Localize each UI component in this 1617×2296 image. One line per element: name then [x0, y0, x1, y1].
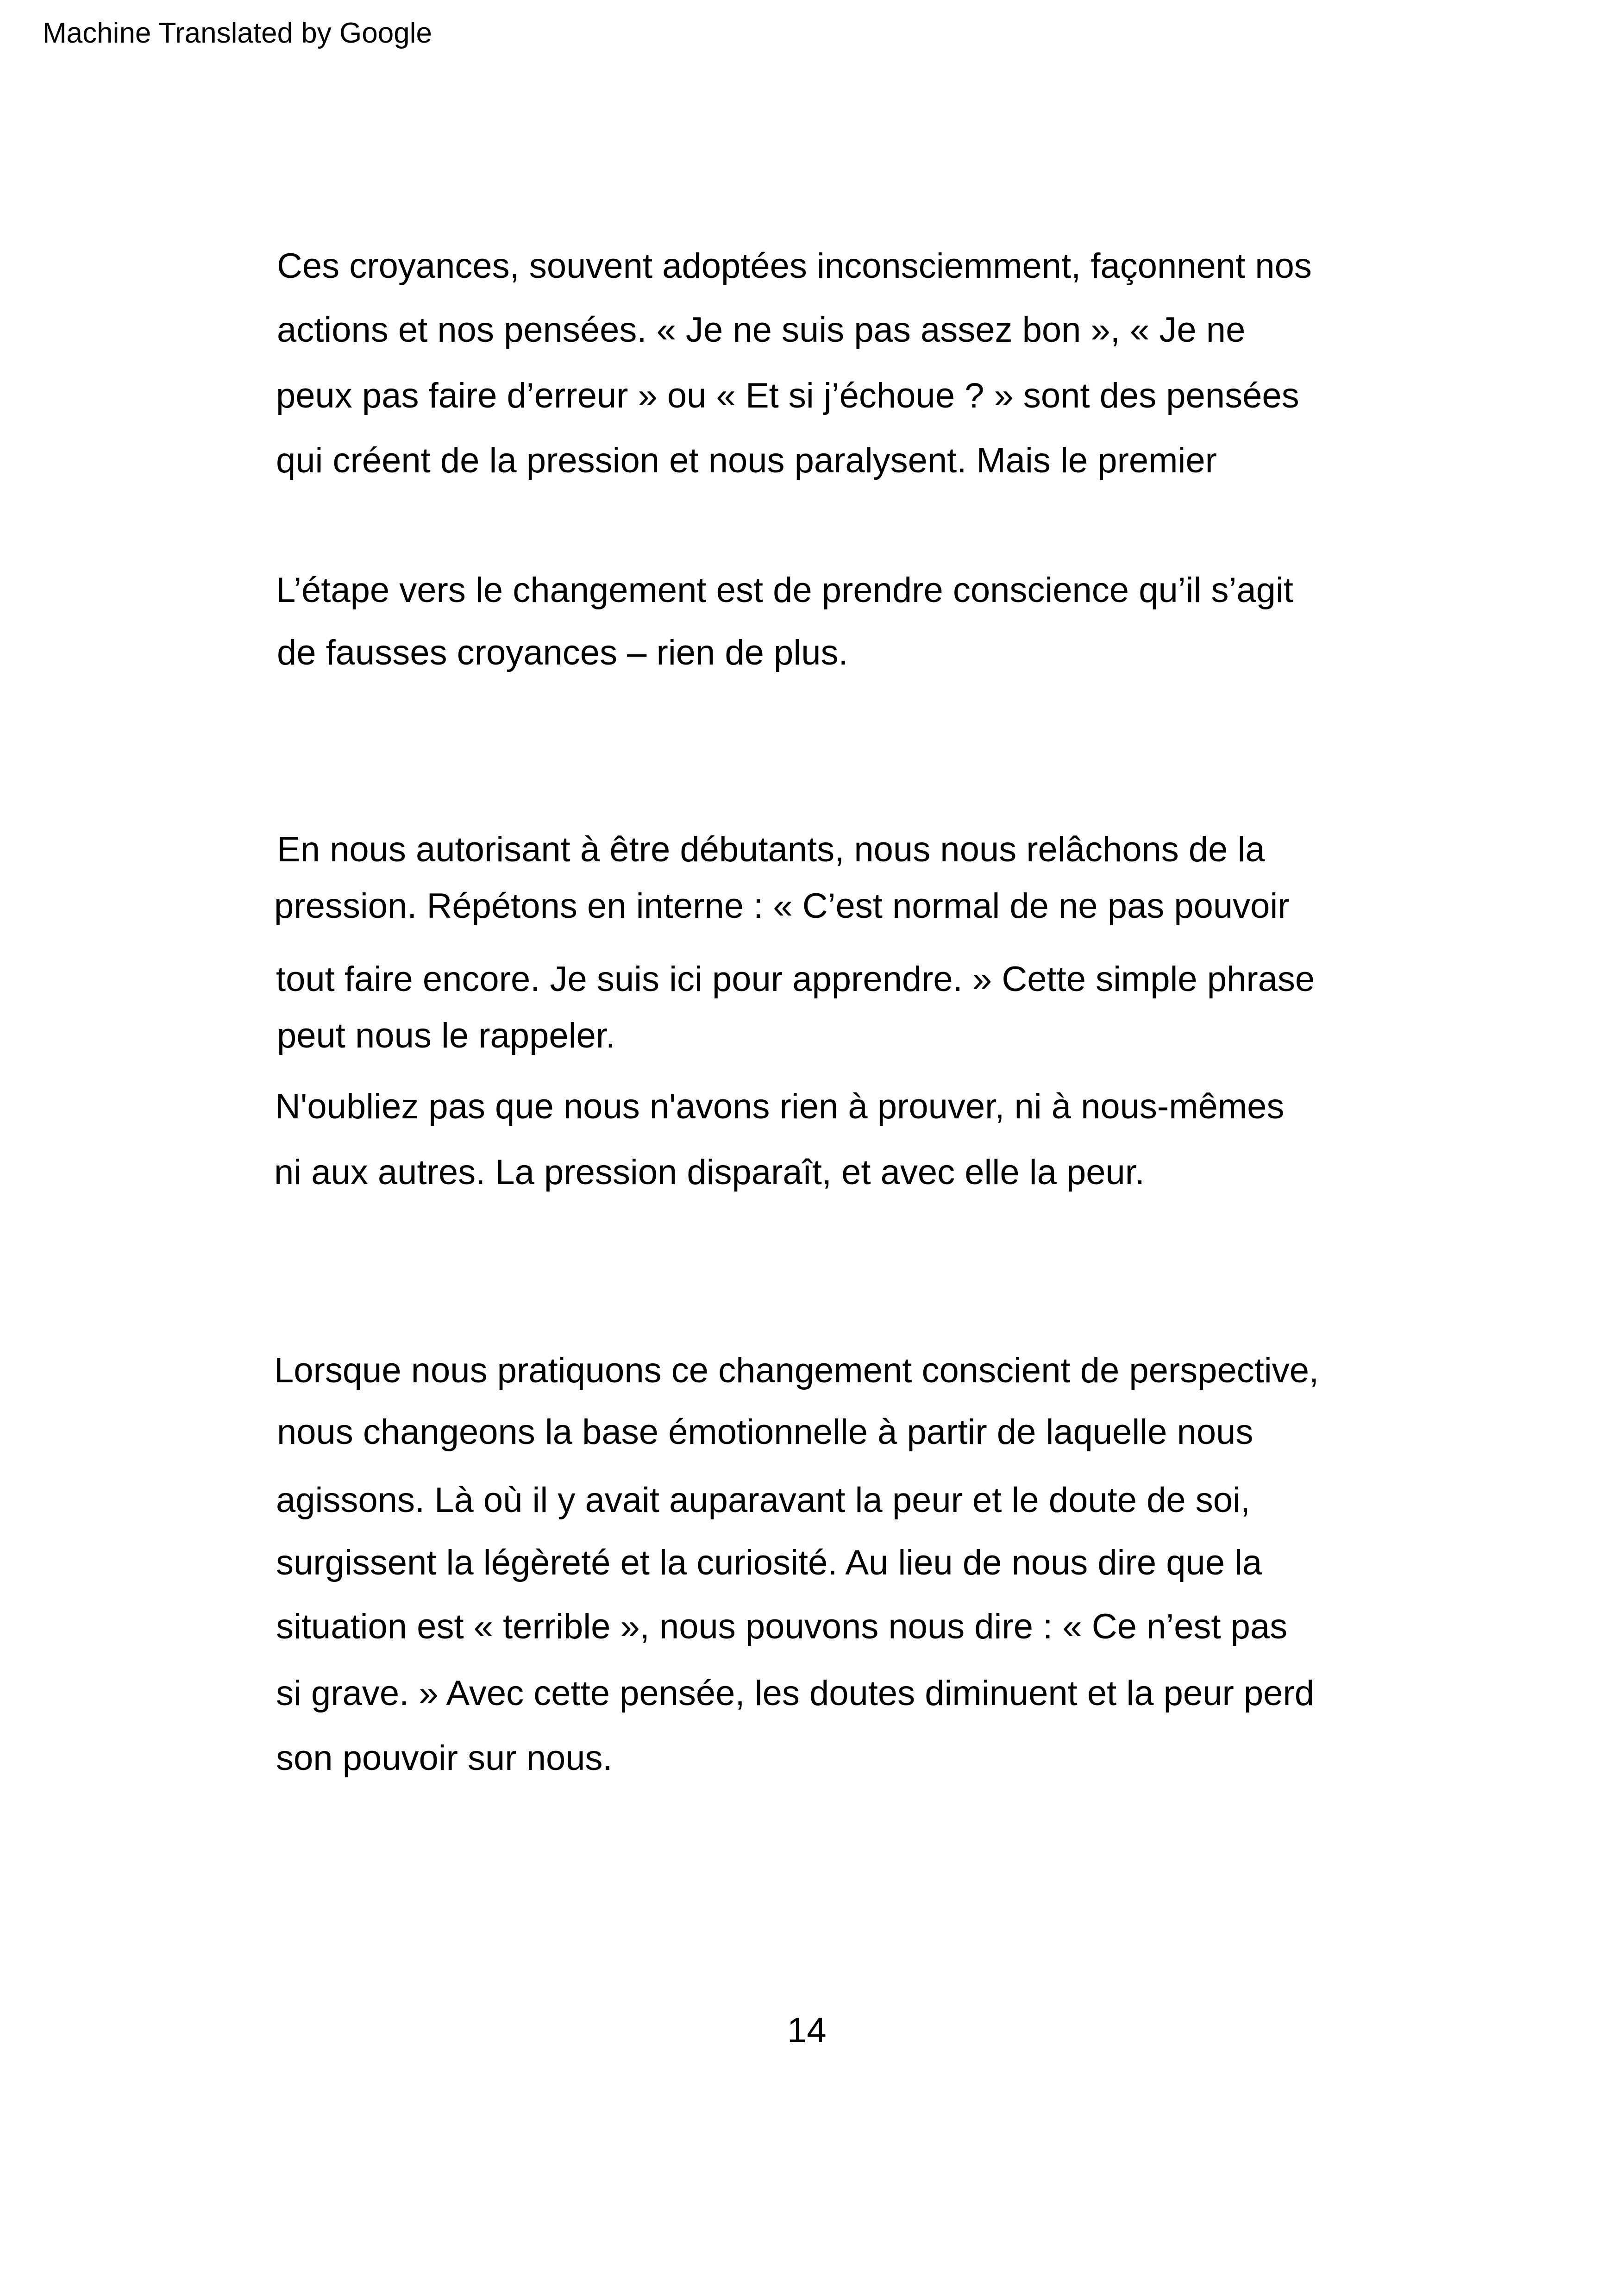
machine-translation-notice: Machine Translated by Google: [43, 17, 432, 49]
paragraph-2-line-2: de fausses croyances – rien de plus.: [277, 633, 848, 672]
paragraph-4-line-7: son pouvoir sur nous.: [276, 1738, 613, 1778]
paragraph-3-line-6: ni aux autres. La pression disparaît, et avec elle la peur.: [274, 1153, 1145, 1192]
paragraph-1-line-4: qui créent de la pression et nous paralysent. Mais le premier: [276, 441, 1217, 480]
paragraph-4-line-6: si grave. » Avec cette pensée, les doutes diminuent et la peur perd: [276, 1674, 1314, 1713]
paragraph-1-line-1: Ces croyances, souvent adoptées inconsciemment, façonnent nos: [277, 246, 1312, 286]
paragraph-1-line-2: actions et nos pensées. « Je ne suis pas assez bon », « Je ne: [277, 310, 1246, 350]
paragraph-3-line-3: tout faire encore. Je suis ici pour apprendre. » Cette simple phrase: [276, 960, 1315, 999]
paragraph-3-line-5: N'oubliez pas que nous n'avons rien à prouver, ni à nous-mêmes: [275, 1087, 1285, 1126]
paragraph-2-line-1: L’étape vers le changement est de prendre conscience qu’il s’agit: [276, 571, 1293, 610]
paragraph-3-line-4: peut nous le rappeler.: [277, 1016, 615, 1055]
paragraph-4-line-5: situation est « terrible », nous pouvons nous dire : « Ce n’est pas: [276, 1607, 1288, 1646]
paragraph-4-line-3: agissons. Là où il y avait auparavant la peur et le doute de soi,: [276, 1480, 1251, 1520]
paragraph-4-line-1: Lorsque nous pratiquons ce changement conscient de perspective,: [274, 1351, 1319, 1390]
paragraph-1-line-3: peux pas faire d’erreur » ou « Et si j’échoue ? » sont des pensées: [276, 376, 1299, 415]
paragraph-4-line-2: nous changeons la base émotionnelle à partir de laquelle nous: [277, 1412, 1253, 1452]
page-number: 14: [787, 2011, 827, 2050]
paragraph-3-line-2: pression. Répétons en interne : « C’est normal de ne pas pouvoir: [274, 886, 1290, 926]
paragraph-3-line-1: En nous autorisant à être débutants, nous nous relâchons de la: [277, 830, 1265, 869]
paragraph-4-line-4: surgissent la légèreté et la curiosité. Au lieu de nous dire que la: [276, 1543, 1262, 1582]
